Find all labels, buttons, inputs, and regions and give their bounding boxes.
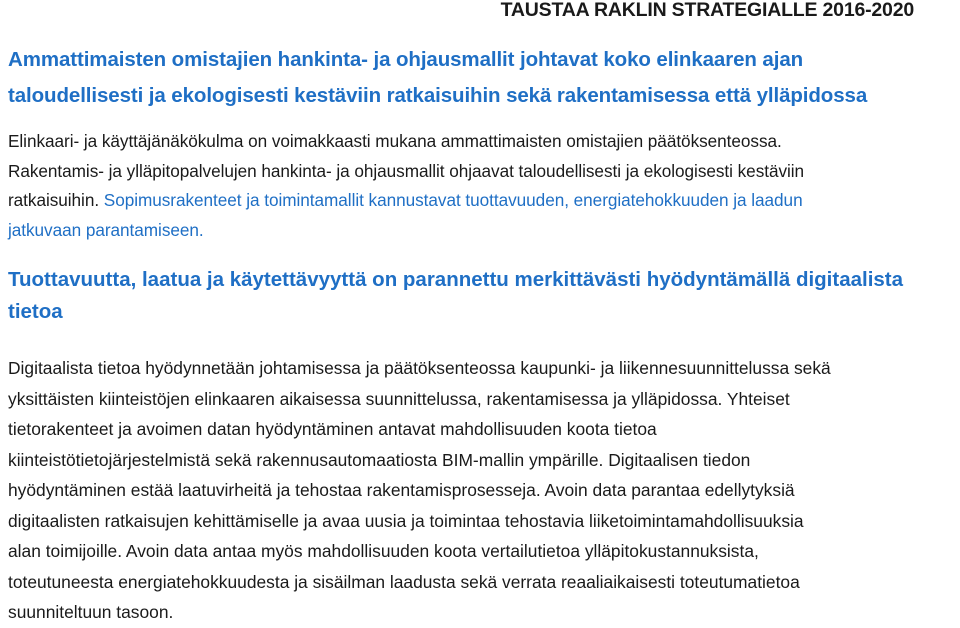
paragraph-line: Rakentamis- ja ylläpitopalvelujen hankinta- ja ohjausmallit ohjaavat taloudellisesti ja ekologisesti kestäviin	[8, 160, 805, 181]
paragraph-line: kiinteistötietojärjestelmistä sekä rakennusautomaatiosta BIM-mallin ympärille. Digitaalisen tiedon	[8, 449, 751, 470]
paragraph-line: digitaalisten ratkaisujen kehittämiselle ja avaa uusia ja toimintaa tehostavia liiketoimintamahdollisuuksia	[8, 510, 804, 531]
paragraph-line: hyödyntäminen estää laatuvirheitä ja tehostaa rakentamisprosesseja. Avoin data parantaa edellytyksiä	[8, 480, 795, 500]
paragraph-line: suunniteltuun tasoon.	[8, 602, 174, 622]
section1-heading	[8, 42, 867, 114]
section2-heading-line: Tuottavuutta, laatua ja käytettävyyttä on parannettu merkittävästi hyödyntämällä digitaalista	[8, 268, 904, 291]
section2-heading-line: tietoa	[8, 300, 63, 323]
document-header-label: TAUSTAA RAKLIN STRATEGIALLE 2016-2020	[500, 0, 914, 21]
paragraph-line: toteutuneesta energiatehokkuudesta ja sisäilman laadusta sekä verrata reaaliaikaisesti toteutumatietoa	[8, 571, 800, 592]
paragraph-highlight-line: jatkuvaan parantamiseen.	[8, 219, 204, 240]
paragraph-line: Digitaalista tietoa hyödynnetään johtamisessa ja päätöksenteossa kaupunki- ja liikennesuunnittelussa sekä	[8, 358, 831, 378]
paragraph-text: ratkaisuihin.	[8, 190, 100, 210]
paragraph-line: alan toimijoille. Avoin data antaa myös mahdollisuuden koota vertailutietoa ylläpitokustannuksista,	[8, 541, 759, 561]
paragraph-line: Elinkaari- ja käyttäjänäkökulma on voimakkaasti mukana ammattimaisten omistajien päätöksenteossa.	[8, 131, 782, 151]
section2-paragraph	[8, 353, 953, 628]
section1-heading-line: Ammattimaisten omistajien hankinta- ja ohjausmallit johtavat koko elinkaaren ajan	[8, 48, 804, 71]
section1-heading-line: taloudellisesti ja ekologisesti kestäviin ratkaisuihin sekä rakentamisessa että ylläpidossa	[8, 84, 868, 107]
paragraph-line: tietorakenteet ja avoimen datan hyödyntäminen antavat mahdollisuuden koota tietoa	[8, 419, 657, 439]
paragraph-line: yksittäisten kiinteistöjen elinkaaren aikaisessa suunnittelussa, rakentamisessa ja ylläpidossa. Yhteiset	[8, 388, 790, 409]
section1-paragraph	[8, 127, 958, 245]
section2-heading	[8, 264, 952, 328]
paragraph-line	[8, 186, 958, 216]
paragraph-highlight-text: Sopimusrakenteet ja toimintamallit kannustavat tuottavuuden, energiatehokkuuden ja laadun	[99, 190, 803, 210]
